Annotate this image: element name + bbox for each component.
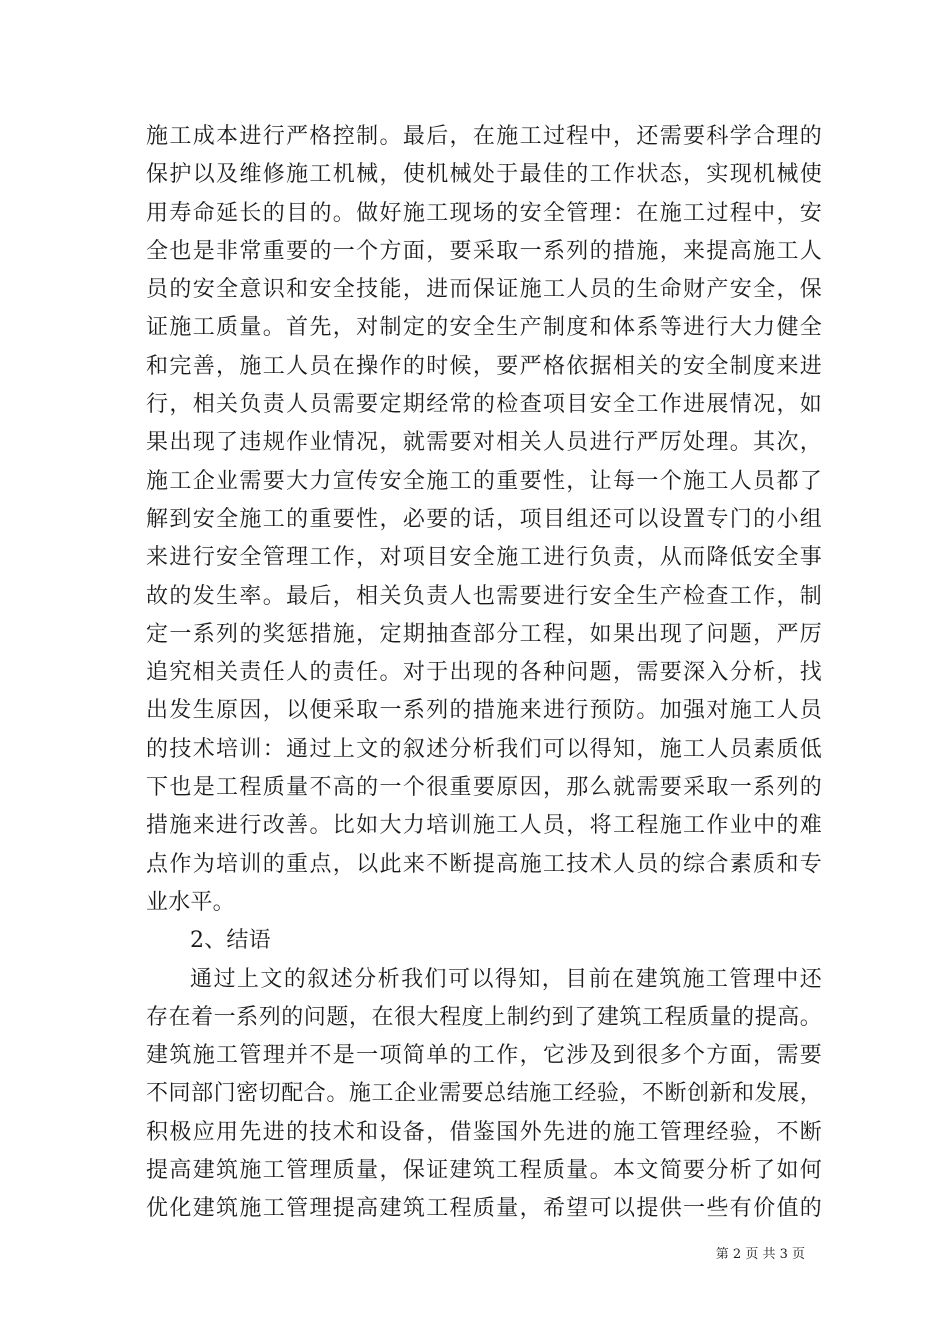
text-line: 保护以及维修施工机械，使机械处于最佳的工作状态，实现机械使	[146, 162, 822, 188]
text-line: 定一系列的奖惩措施，定期抽查部分工程，如果出现了问题，严厉	[146, 621, 822, 647]
text-line: 施工企业需要大力宣传安全施工的重要性，让每一个施工人员都了	[146, 468, 822, 494]
text-line: 的技术培训：通过上文的叙述分析我们可以得知，施工人员素质低	[146, 736, 822, 762]
text-line: 通过上文的叙述分析我们可以得知，目前在建筑施工管理中还	[190, 966, 822, 992]
text-line: 提高建筑施工管理质量，保证建筑工程质量。本文简要分析了如何	[146, 1158, 822, 1184]
text-line: 果出现了违规作业情况，就需要对相关人员进行严厉处理。其次，	[146, 430, 822, 456]
text-line: 不同部门密切配合。施工企业需要总结施工经验，不断创新和发展，	[146, 1081, 822, 1107]
text-line: 下也是工程质量不高的一个很重要原因，那么就需要采取一系列的	[146, 775, 822, 801]
text-line: 建筑施工管理并不是一项简单的工作，它涉及到很多个方面，需要	[146, 1043, 822, 1069]
text-line: 来进行安全管理工作，对项目安全施工进行负责，从而降低安全事	[146, 545, 822, 571]
page-number: 第 2 页 共 3 页	[715, 1247, 805, 1262]
text-line: 全也是非常重要的一个方面，要采取一系列的措施，来提高施工人	[146, 238, 822, 264]
text-line: 积极应用先进的技术和设备，借鉴国外先进的施工管理经验，不断	[146, 1119, 822, 1145]
text-line: 优化建筑施工管理提高建筑工程质量，希望可以提供一些有价值的	[146, 1196, 822, 1222]
text-line: 和完善，施工人员在操作的时候，要严格依据相关的安全制度来进	[146, 353, 822, 379]
body-text	[146, 118, 822, 1229]
text-line: 解到安全施工的重要性，必要的话，项目组还可以设置专门的小组	[146, 506, 822, 532]
text-line: 用寿命延长的目的。做好施工现场的安全管理：在施工过程中，安	[146, 200, 822, 226]
text-line: 员的安全意识和安全技能，进而保证施工人员的生命财产安全，保	[146, 277, 822, 303]
text-line: 故的发生率。最后，相关负责人也需要进行安全生产检查工作，制	[146, 583, 822, 609]
text-line: 行，相关负责人员需要定期经常的检查项目安全工作进展情况，如	[146, 392, 822, 418]
text-line: 出发生原因，以便采取一系列的措施来进行预防。加强对施工人员	[146, 698, 822, 724]
text-line: 存在着一系列的问题，在很大程度上制约到了建筑工程质量的提高。	[146, 1004, 822, 1030]
text-line: 业水平。	[146, 889, 235, 915]
text-line: 追究相关责任人的责任。对于出现的各种问题，需要深入分析，找	[146, 660, 822, 686]
text-line: 施工成本进行严格控制。最后，在施工过程中，还需要科学合理的	[146, 124, 822, 149]
text-line: 证施工质量。首先，对制定的安全生产制度和体系等进行大力健全	[146, 315, 822, 341]
text-line: 点作为培训的重点，以此来不断提高施工技术人员的综合素质和专	[146, 851, 822, 877]
section-heading: 2、结语	[190, 928, 271, 954]
text-line: 措施来进行改善。比如大力培训施工人员，将工程施工作业中的难	[146, 813, 822, 839]
